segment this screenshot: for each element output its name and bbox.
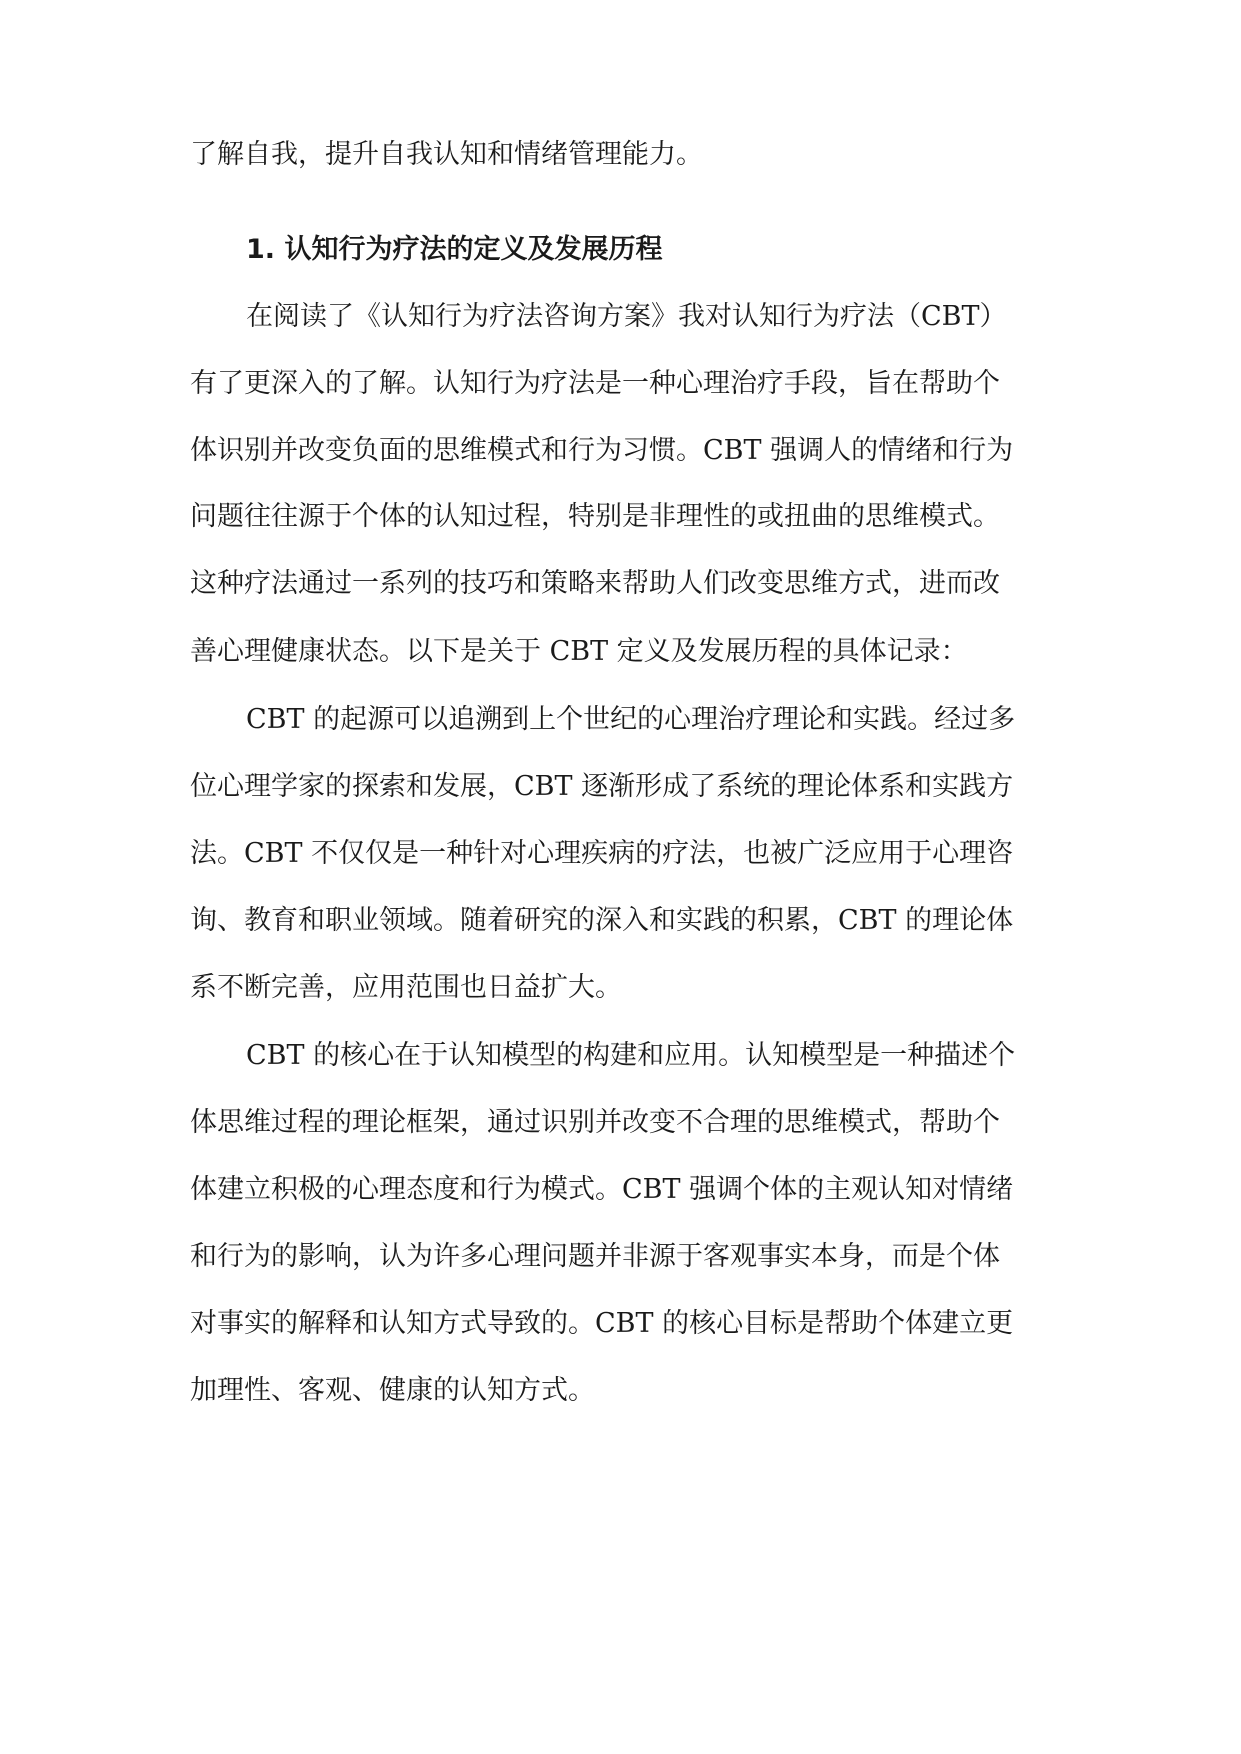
intro-text-line: 了解自我，提升自我认知和情绪管理能力。 bbox=[190, 139, 703, 170]
paragraph-line: 询、教育和职业领域。随着研究的深入和实践的积累，CBT 的理论体 bbox=[190, 905, 1014, 936]
paragraph-line: 和行为的影响，认为许多心理问题并非源于客观事实本身，而是个体 bbox=[190, 1241, 1000, 1272]
paragraph-line: 对事实的解释和认知方式导致的。CBT 的核心目标是帮助个体建立更 bbox=[190, 1308, 1014, 1339]
paragraph-line: 体建立积极的心理态度和行为模式。CBT 强调个体的主观认知对情绪 bbox=[190, 1174, 1014, 1205]
paragraph-line: CBT 的核心在于认知模型的构建和应用。认知模型是一种描述个 bbox=[246, 1040, 1016, 1071]
section-heading: 1. 认知行为疗法的定义及发展历程 bbox=[246, 234, 663, 265]
paragraph-line: 体思维过程的理论框架，通过识别并改变不合理的思维模式，帮助个 bbox=[190, 1107, 1000, 1138]
paragraph-line: 善心理健康状态。以下是关于 CBT 定义及发展历程的具体记录： bbox=[190, 636, 968, 667]
paragraph-line: 这种疗法通过一系列的技巧和策略来帮助人们改变思维方式，进而改 bbox=[190, 568, 1000, 599]
paragraph-line: 位心理学家的探索和发展，CBT 逐渐形成了系统的理论体系和实践方 bbox=[190, 771, 1014, 802]
paragraph-line: 法。CBT 不仅仅是一种针对心理疾病的疗法，也被广泛应用于心理咨 bbox=[190, 838, 1014, 869]
paragraph-line: CBT 的起源可以追溯到上个世纪的心理治疗理论和实践。经过多 bbox=[246, 704, 1016, 735]
paragraph-line: 问题往往源于个体的认知过程，特别是非理性的或扭曲的思维模式。 bbox=[190, 501, 1000, 532]
paragraph-line: 在阅读了《认知行为疗法咨询方案》我对认知行为疗法（CBT） bbox=[246, 301, 1007, 332]
paragraph-line: 系不断完善，应用范围也日益扩大。 bbox=[190, 972, 622, 1003]
paragraph-line: 有了更深入的了解。认知行为疗法是一种心理治疗手段，旨在帮助个 bbox=[190, 368, 1000, 399]
paragraph-line: 体识别并改变负面的思维模式和行为习惯。CBT 强调人的情绪和行为 bbox=[190, 435, 1014, 466]
paragraph-line: 加理性、客观、健康的认知方式。 bbox=[190, 1375, 595, 1406]
